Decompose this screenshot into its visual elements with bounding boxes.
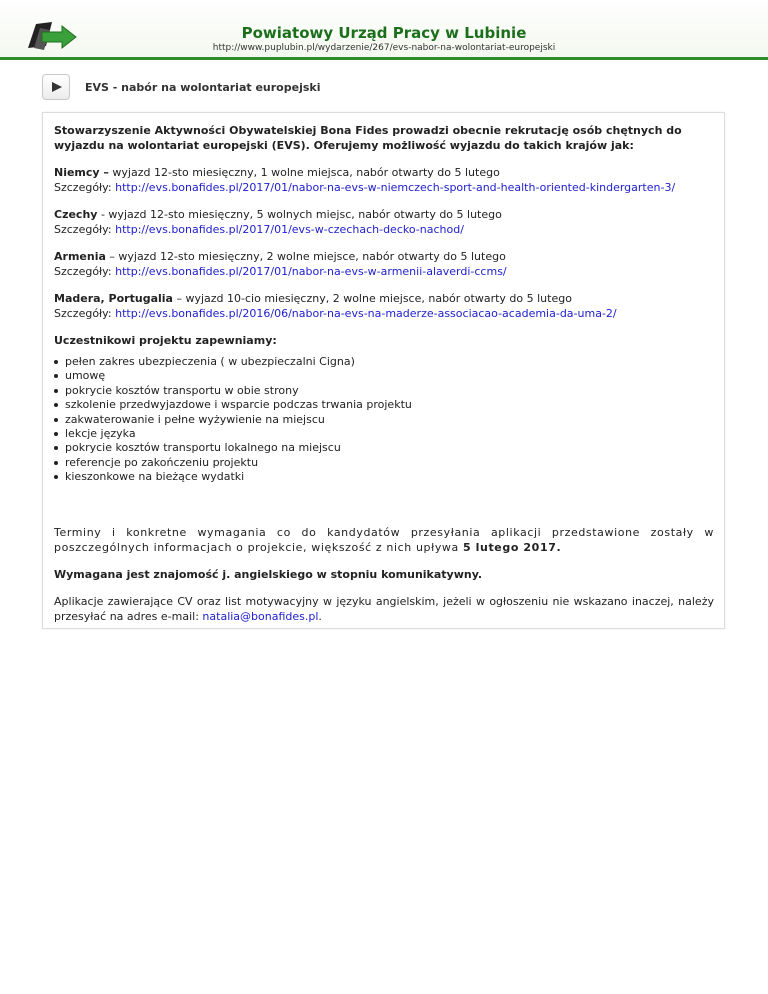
apply-paragraph bbox=[54, 594, 714, 624]
offer-description: – wyjazd 12-sto miesięczny, 2 wolne miejsce, nabór otwarty do 5 lutego bbox=[105, 250, 506, 263]
offer-country: Czechy bbox=[54, 208, 98, 221]
offer-link[interactable]: http://evs.bonafides.pl/2017/01/evs-w-czechach-decko-nachod/ bbox=[115, 223, 464, 236]
offer-description: wyjazd 12-sto miesięczny, 1 wolne miejsca, nabór otwarty do 5 lutego bbox=[108, 166, 500, 179]
article-body bbox=[42, 112, 725, 629]
offer-country: Madera, Portugalia bbox=[54, 292, 173, 305]
deadline-text: Terminy i konkretne wymagania co do kandydatów przesyłania aplikacji przedstawione zostały w poszczególnych informacjach o projekcie, większość z nich upływa bbox=[54, 525, 714, 554]
list-item: pokrycie kosztów transportu lokalnego na miejscu bbox=[54, 441, 714, 455]
page-title-row bbox=[42, 74, 732, 102]
offer-item bbox=[54, 207, 714, 237]
deadline-paragraph bbox=[54, 525, 714, 555]
language-requirement: Wymagana jest znajomość j. angielskiego w stopniu komunikatywny. bbox=[54, 567, 483, 581]
play-arrow-icon bbox=[51, 81, 63, 93]
deadline-date: 5 lutego 2017. bbox=[462, 540, 562, 554]
offer-item bbox=[54, 249, 714, 279]
apply-end: . bbox=[318, 609, 322, 623]
offer-description: – wyjazd 10-cio miesięczny, 2 wolne miejsce, nabór otwarty do 5 lutego bbox=[172, 292, 572, 305]
list-item: pokrycie kosztów transportu w obie strony bbox=[54, 384, 714, 398]
list-item: referencje po zakończeniu projektu bbox=[54, 456, 714, 470]
details-label: Szczegóły: bbox=[54, 307, 116, 320]
details-label: Szczegóły: bbox=[54, 181, 116, 194]
email-link[interactable]: natalia@bonafides.pl bbox=[202, 609, 319, 623]
offer-description: - wyjazd 12-sto miesięczny, 5 wolnych miejsc, nabór otwarty do 5 lutego bbox=[97, 208, 502, 221]
list-item: zakwaterowanie i pełne wyżywienie na miejscu bbox=[54, 413, 714, 427]
offer-item bbox=[54, 291, 714, 321]
list-item: pełen zakres ubezpieczenia ( w ubezpieczalni Cigna) bbox=[54, 355, 714, 369]
benefits-list bbox=[54, 355, 714, 485]
article-lead: Stowarzyszenie Aktywności Obywatelskiej Bona Fides prowadzi obecnie rekrutację osób chętnych do wyjazdu na wolontariat europejski (EVS). Oferujemy możliwość wyjazdu do takich krajów jak: bbox=[54, 124, 682, 152]
offer-link[interactable]: http://evs.bonafides.pl/2016/06/nabor-na-evs-na-maderze-associacao-academia-da-uma-2/ bbox=[115, 307, 617, 320]
offer-country: Armenia bbox=[54, 250, 106, 263]
offer-link[interactable]: http://evs.bonafides.pl/2017/01/nabor-na-evs-w-niemczech-sport-and-health-oriented-kindergarten-3/ bbox=[115, 181, 676, 194]
title-arrow-button[interactable] bbox=[42, 74, 70, 100]
site-header bbox=[0, 0, 768, 60]
apply-text: Aplikacje zawierające CV oraz list motywacyjny w języku angielskim, jeżeli w ogłoszeniu nie wskazano inaczej, należy przesyłać na adres e-mail: bbox=[54, 594, 714, 623]
site-title[interactable]: Powiatowy Urząd Pracy w Lubinie bbox=[241, 24, 527, 42]
list-item: szkolenie przedwyjazdowe i wsparcie podczas trwania projektu bbox=[54, 398, 714, 412]
list-item: kieszonkowe na bieżące wydatki bbox=[54, 470, 714, 484]
page-title: EVS - nabór na wolontariat europejski bbox=[85, 81, 321, 94]
offer-country: Niemcy – bbox=[54, 166, 109, 179]
page-url: http://www.puplubin.pl/wydarzenie/267/evs-nabor-na-wolontariat-europejski bbox=[212, 43, 556, 53]
details-label: Szczegóły: bbox=[54, 223, 116, 236]
list-item: umowę bbox=[54, 369, 714, 383]
offer-item bbox=[54, 165, 714, 195]
offer-link[interactable]: http://evs.bonafides.pl/2017/01/nabor-na-evs-w-armenii-alaverdi-ccms/ bbox=[115, 265, 507, 278]
list-item: lekcje języka bbox=[54, 427, 714, 441]
details-label: Szczegóły: bbox=[54, 265, 116, 278]
benefits-heading: Uczestnikowi projektu zapewniamy: bbox=[54, 334, 277, 347]
